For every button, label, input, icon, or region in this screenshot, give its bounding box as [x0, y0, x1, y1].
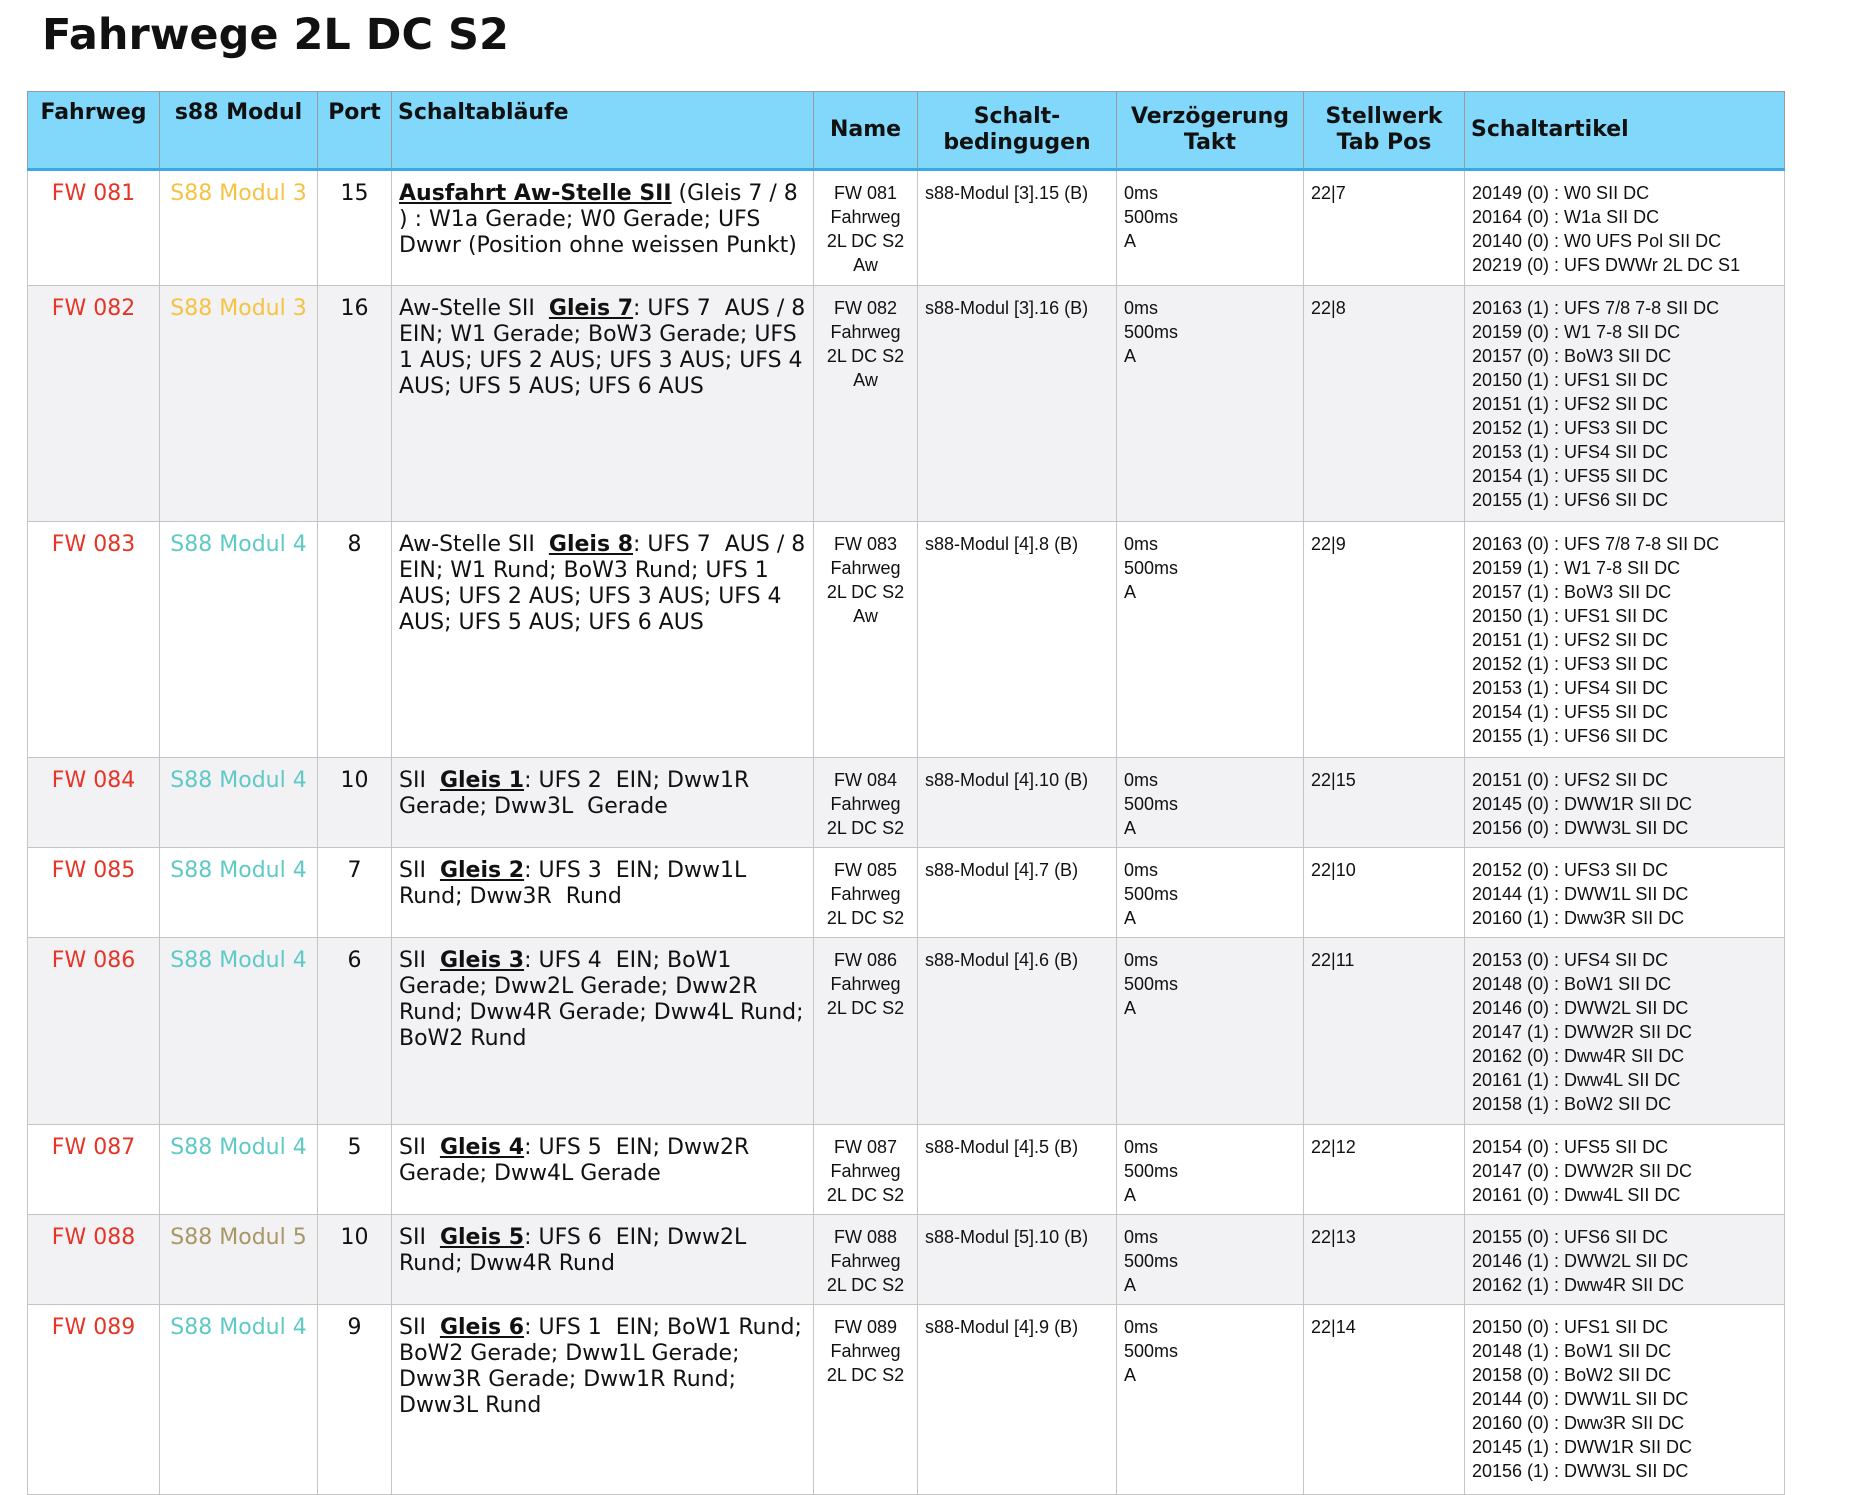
- tab-pos-cell: 22|13: [1304, 1215, 1465, 1305]
- schaltartikel-line: 20147 (0) : DWW2R SII DC: [1472, 1161, 1693, 1181]
- tab-pos-cell: 22|9: [1304, 522, 1465, 758]
- schaltbedingung-cell: s88-Modul [4].8 (B): [918, 522, 1117, 758]
- schaltartikel-line: 20155 (0) : UFS6 SII DC: [1472, 1227, 1669, 1247]
- name-line: Aw: [853, 606, 878, 626]
- schaltartikel-line: 20219 (0) : UFS DWWr 2L DC S1: [1472, 255, 1741, 275]
- schaltablauf-cell: [392, 758, 814, 848]
- verzoegerung-cell: [1117, 170, 1304, 286]
- schaltartikel-line: 20146 (1) : DWW2L SII DC: [1472, 1251, 1689, 1271]
- verzoegerung-cell: [1117, 522, 1304, 758]
- s88-modul-cell: S88 Modul 4: [160, 522, 318, 758]
- schaltablauf-prefix: SII: [399, 768, 440, 793]
- s88-modul-cell: S88 Modul 4: [160, 1305, 318, 1495]
- name-line: FW 085: [833, 860, 898, 880]
- name-cell: [814, 170, 918, 286]
- tab-pos-cell: 22|11: [1304, 938, 1465, 1125]
- schaltartikel-line: 20158 (0) : BoW2 SII DC: [1472, 1365, 1672, 1385]
- schaltartikel-line: 20145 (0) : DWW1R SII DC: [1472, 794, 1693, 814]
- s88-modul-cell: S88 Modul 4: [160, 758, 318, 848]
- name-line: FW 087: [833, 1137, 898, 1157]
- name-cell: [814, 1125, 918, 1215]
- gleis-highlight: Ausfahrt Aw-Stelle SII: [399, 181, 672, 206]
- col-header-stellwerk-line1: Stellwerk: [1325, 104, 1443, 129]
- gleis-highlight: Gleis 3: [439, 948, 525, 973]
- verzoegerung-cell: [1117, 1125, 1304, 1215]
- schaltablauf-prefix: SII: [399, 1315, 440, 1340]
- gleis-highlight: Gleis 5: [439, 1225, 525, 1250]
- schaltbedingung-cell: s88-Modul [4].6 (B): [918, 938, 1117, 1125]
- schaltablauf-cell: [392, 848, 814, 938]
- page-title: Fahrwege 2L DC S2: [42, 10, 509, 60]
- name-line: 2L DC S2: [826, 908, 905, 928]
- tab-pos-cell: 22|8: [1304, 286, 1465, 522]
- table-row[interactable]: [28, 758, 1785, 848]
- fahrweg-cell: FW 089: [28, 1305, 160, 1495]
- schaltartikel-cell: [1465, 758, 1785, 848]
- schaltbedingung-cell: s88-Modul [3].15 (B): [918, 170, 1117, 286]
- schaltablauf-text: : UFS 6 EIN; Dww2L Rund; Dww4R Rund: [399, 1225, 754, 1276]
- name-line: Fahrweg: [830, 322, 901, 342]
- col-header-verzoegerung-line1: Verzögerung: [1130, 104, 1290, 129]
- schaltartikel-line: 20148 (0) : BoW1 SII DC: [1472, 974, 1672, 994]
- table-row[interactable]: [28, 522, 1785, 758]
- schaltartikel-line: 20149 (0) : W0 SII DC: [1472, 183, 1650, 203]
- schaltartikel-line: 20163 (0) : UFS 7/8 7-8 SII DC: [1472, 534, 1720, 554]
- schaltartikel-line: 20153 (0) : UFS4 SII DC: [1472, 950, 1669, 970]
- schaltartikel-line: 20153 (1) : UFS4 SII DC: [1472, 442, 1669, 462]
- name-cell: [814, 286, 918, 522]
- name-line: Fahrweg: [830, 974, 901, 994]
- schaltartikel-cell: [1465, 848, 1785, 938]
- schaltartikel-line: 20151 (1) : UFS2 SII DC: [1472, 394, 1669, 414]
- col-header-port[interactable]: Port: [318, 92, 392, 170]
- gleis-highlight: Gleis 8: [548, 532, 634, 557]
- col-header-fahrweg[interactable]: Fahrweg: [28, 92, 160, 170]
- schaltartikel-line: 20156 (0) : DWW3L SII DC: [1472, 818, 1689, 838]
- gleis-highlight: Gleis 2: [439, 858, 525, 883]
- schaltartikel-line: 20151 (0) : UFS2 SII DC: [1472, 770, 1669, 790]
- name-line: Fahrweg: [830, 884, 901, 904]
- schaltartikel-line: 20147 (1) : DWW2R SII DC: [1472, 1022, 1693, 1042]
- schaltablauf-text: : UFS 1 EIN; BoW1 Rund; BoW2 Gerade; Dww1L Gerade; Dww3R Gerade; Dww1R Rund; Dww3L Rund: [399, 1315, 809, 1418]
- table-row[interactable]: [28, 1215, 1785, 1305]
- port-cell: 7: [318, 848, 392, 938]
- name-line: Fahrweg: [830, 207, 901, 227]
- schaltartikel-line: 20162 (1) : Dww4R SII DC: [1472, 1275, 1685, 1295]
- name-line: FW 089: [833, 1317, 898, 1337]
- takt-line: 0ms: [1124, 950, 1159, 970]
- fahrweg-cell: FW 086: [28, 938, 160, 1125]
- schaltartikel-line: 20144 (0) : DWW1L SII DC: [1472, 1389, 1689, 1409]
- takt-line: 500ms: [1124, 884, 1179, 904]
- name-line: FW 086: [833, 950, 898, 970]
- port-cell: 10: [318, 758, 392, 848]
- schaltablauf-text: : UFS 2 EIN; Dww1R Gerade; Dww3L Gerade: [399, 768, 757, 819]
- schaltablauf-text: : UFS 5 EIN; Dww2R Gerade; Dww4L Gerade: [399, 1135, 757, 1186]
- schaltartikel-cell: [1465, 938, 1785, 1125]
- name-line: Fahrweg: [830, 558, 901, 578]
- takt-line: 500ms: [1124, 322, 1179, 342]
- gleis-highlight: Gleis 7: [548, 296, 634, 321]
- name-line: FW 084: [833, 770, 898, 790]
- tab-pos-cell: 22|14: [1304, 1305, 1465, 1495]
- col-header-artikel[interactable]: Schaltartikel: [1465, 92, 1785, 170]
- port-cell: 16: [318, 286, 392, 522]
- name-line: FW 083: [833, 534, 898, 554]
- name-line: 2L DC S2: [826, 818, 905, 838]
- header-row: [28, 92, 1785, 170]
- takt-line: 0ms: [1124, 860, 1159, 880]
- schaltablauf-prefix: SII: [399, 948, 440, 973]
- name-cell: [814, 522, 918, 758]
- schaltbedingung-cell: s88-Modul [3].16 (B): [918, 286, 1117, 522]
- schaltbedingung-cell: s88-Modul [5].10 (B): [918, 1215, 1117, 1305]
- col-header-name[interactable]: Name: [814, 92, 918, 170]
- schaltartikel-cell: [1465, 170, 1785, 286]
- name-line: Fahrweg: [830, 1251, 901, 1271]
- schaltartikel-line: 20140 (0) : W0 UFS Pol SII DC: [1472, 231, 1722, 251]
- name-cell: [814, 1215, 918, 1305]
- takt-line: 0ms: [1124, 183, 1159, 203]
- port-cell: 9: [318, 1305, 392, 1495]
- schaltartikel-line: 20150 (1) : UFS1 SII DC: [1472, 606, 1669, 626]
- schaltartikel-line: 20151 (1) : UFS2 SII DC: [1472, 630, 1669, 650]
- schaltartikel-cell: [1465, 1215, 1785, 1305]
- schaltartikel-cell: [1465, 1305, 1785, 1495]
- takt-line: 500ms: [1124, 794, 1179, 814]
- table-row[interactable]: [28, 848, 1785, 938]
- schaltbedingung-cell: s88-Modul [4].5 (B): [918, 1125, 1117, 1215]
- schaltablauf-cell: [392, 938, 814, 1125]
- schaltartikel-line: 20157 (1) : BoW3 SII DC: [1472, 582, 1672, 602]
- takt-line: 500ms: [1124, 207, 1179, 227]
- schaltartikel-line: 20146 (0) : DWW2L SII DC: [1472, 998, 1689, 1018]
- schaltartikel-line: 20152 (0) : UFS3 SII DC: [1472, 860, 1669, 880]
- name-line: FW 088: [833, 1227, 898, 1247]
- takt-line: A: [1124, 1275, 1137, 1295]
- takt-line: A: [1124, 908, 1137, 928]
- takt-line: 500ms: [1124, 974, 1179, 994]
- schaltartikel-line: 20145 (1) : DWW1R SII DC: [1472, 1437, 1693, 1457]
- schaltablauf-cell: [392, 522, 814, 758]
- schaltablauf-prefix: SII: [399, 1225, 440, 1250]
- schaltartikel-line: 20152 (1) : UFS3 SII DC: [1472, 654, 1669, 674]
- table-body: [28, 170, 1785, 1495]
- schaltartikel-line: 20158 (1) : BoW2 SII DC: [1472, 1094, 1672, 1114]
- schaltartikel-line: 20150 (0) : UFS1 SII DC: [1472, 1317, 1669, 1337]
- schaltartikel-line: 20154 (0) : UFS5 SII DC: [1472, 1137, 1669, 1157]
- takt-line: A: [1124, 1185, 1137, 1205]
- takt-line: A: [1124, 231, 1137, 251]
- gleis-highlight: Gleis 4: [439, 1135, 525, 1160]
- name-line: 2L DC S2: [826, 1275, 905, 1295]
- schaltartikel-line: 20154 (1) : UFS5 SII DC: [1472, 466, 1669, 486]
- takt-line: 500ms: [1124, 558, 1179, 578]
- port-cell: 15: [318, 170, 392, 286]
- schaltartikel-line: 20155 (1) : UFS6 SII DC: [1472, 726, 1669, 746]
- name-line: Aw: [853, 370, 878, 390]
- schaltartikel-line: 20157 (0) : BoW3 SII DC: [1472, 346, 1672, 366]
- fahrweg-cell: FW 085: [28, 848, 160, 938]
- name-cell: [814, 848, 918, 938]
- takt-line: 0ms: [1124, 1227, 1159, 1247]
- s88-modul-cell: S88 Modul 4: [160, 938, 318, 1125]
- name-cell: [814, 758, 918, 848]
- fahrweg-cell: FW 087: [28, 1125, 160, 1215]
- takt-line: A: [1124, 1365, 1137, 1385]
- name-line: 2L DC S2: [826, 231, 905, 251]
- schaltablauf-cell: [392, 286, 814, 522]
- schaltartikel-line: 20152 (1) : UFS3 SII DC: [1472, 418, 1669, 438]
- schaltartikel-line: 20148 (1) : BoW1 SII DC: [1472, 1341, 1672, 1361]
- schaltablauf-text: (Gleis 7 / 8 ) : W1a Gerade; W0 Gerade; UFS Dwwr (Position ohne weissen Punkt): [399, 181, 805, 258]
- schaltartikel-cell: [1465, 286, 1785, 522]
- verzoegerung-cell: [1117, 848, 1304, 938]
- verzoegerung-cell: [1117, 286, 1304, 522]
- takt-line: 500ms: [1124, 1251, 1179, 1271]
- schaltablauf-text: : UFS 7 AUS / 8 EIN; W1 Gerade; BoW3 Gerade; UFS 1 AUS; UFS 2 AUS; UFS 3 AUS; UFS 4 AUS; UFS 5 AUS; UFS 6 AUS: [399, 296, 813, 399]
- verzoegerung-cell: [1117, 1215, 1304, 1305]
- name-line: 2L DC S2: [826, 1365, 905, 1385]
- gleis-highlight: Gleis 6: [439, 1315, 525, 1340]
- col-header-bedingungen-line2: bedingugen: [943, 130, 1091, 155]
- takt-line: A: [1124, 346, 1137, 366]
- port-cell: 8: [318, 522, 392, 758]
- name-cell: [814, 938, 918, 1125]
- s88-modul-cell: S88 Modul 4: [160, 1125, 318, 1215]
- name-line: Aw: [853, 255, 878, 275]
- schaltbedingung-cell: s88-Modul [4].10 (B): [918, 758, 1117, 848]
- takt-line: A: [1124, 582, 1137, 602]
- port-cell: 10: [318, 1215, 392, 1305]
- schaltablauf-cell: [392, 1215, 814, 1305]
- takt-line: 500ms: [1124, 1161, 1179, 1181]
- verzoegerung-cell: [1117, 1305, 1304, 1495]
- takt-line: 0ms: [1124, 770, 1159, 790]
- name-line: Fahrweg: [830, 1161, 901, 1181]
- schaltbedingung-cell: s88-Modul [4].9 (B): [918, 1305, 1117, 1495]
- fahrweg-cell: FW 081: [28, 170, 160, 286]
- schaltablauf-text: : UFS 4 EIN; BoW1 Gerade; Dww2L Gerade; Dww2R Rund; Dww4R Gerade; Dww4L Rund; BoW2 Rund: [399, 948, 811, 1051]
- tab-pos-cell: 22|12: [1304, 1125, 1465, 1215]
- fahrwege-table: [27, 91, 1785, 1495]
- schaltartikel-line: 20162 (0) : Dww4R SII DC: [1472, 1046, 1685, 1066]
- takt-line: A: [1124, 998, 1137, 1018]
- schaltartikel-line: 20144 (1) : DWW1L SII DC: [1472, 884, 1689, 904]
- takt-line: 0ms: [1124, 1317, 1159, 1337]
- col-header-stellwerk[interactable]: [1304, 92, 1465, 170]
- name-line: 2L DC S2: [826, 346, 905, 366]
- col-header-stellwerk-line2: Tab Pos: [1336, 130, 1432, 155]
- name-line: Fahrweg: [830, 794, 901, 814]
- schaltartikel-line: 20154 (1) : UFS5 SII DC: [1472, 702, 1669, 722]
- col-header-modul[interactable]: s88 Modul: [160, 92, 318, 170]
- table-row[interactable]: [28, 1125, 1785, 1215]
- schaltartikel-line: 20160 (1) : Dww3R SII DC: [1472, 908, 1685, 928]
- schaltartikel-line: 20159 (0) : W1 7-8 SII DC: [1472, 322, 1681, 342]
- s88-modul-cell: S88 Modul 4: [160, 848, 318, 938]
- name-cell: [814, 1305, 918, 1495]
- col-header-bedingungen-line1: Schalt-: [973, 104, 1061, 129]
- schaltablauf-prefix: Aw-Stelle SII: [399, 532, 549, 557]
- schaltartikel-line: 20164 (0) : W1a SII DC: [1472, 207, 1660, 227]
- gleis-highlight: Gleis 1: [439, 768, 525, 793]
- table-row[interactable]: [28, 286, 1785, 522]
- name-line: 2L DC S2: [826, 998, 905, 1018]
- fahrweg-cell: FW 088: [28, 1215, 160, 1305]
- takt-line: 0ms: [1124, 534, 1159, 554]
- schaltartikel-line: 20155 (1) : UFS6 SII DC: [1472, 490, 1669, 510]
- s88-modul-cell: S88 Modul 5: [160, 1215, 318, 1305]
- tab-pos-cell: 22|10: [1304, 848, 1465, 938]
- schaltartikel-line: 20161 (1) : Dww4L SII DC: [1472, 1070, 1681, 1090]
- name-line: 2L DC S2: [826, 582, 905, 602]
- col-header-verzoegerung-line2: Takt: [1183, 130, 1237, 155]
- schaltartikel-cell: [1465, 1125, 1785, 1215]
- port-cell: 6: [318, 938, 392, 1125]
- tab-pos-cell: 22|15: [1304, 758, 1465, 848]
- schaltartikel-line: 20163 (1) : UFS 7/8 7-8 SII DC: [1472, 298, 1720, 318]
- table-row[interactable]: [28, 938, 1785, 1125]
- takt-line: 0ms: [1124, 298, 1159, 318]
- name-line: FW 082: [833, 298, 898, 318]
- table-row[interactable]: [28, 170, 1785, 286]
- schaltablauf-prefix: SII: [399, 1135, 440, 1160]
- takt-line: A: [1124, 818, 1137, 838]
- port-cell: 5: [318, 1125, 392, 1215]
- s88-modul-cell: S88 Modul 3: [160, 286, 318, 522]
- fahrweg-cell: FW 082: [28, 286, 160, 522]
- schaltartikel-line: 20153 (1) : UFS4 SII DC: [1472, 678, 1669, 698]
- col-header-ablaeufe[interactable]: Schaltabläufe: [392, 92, 814, 170]
- s88-modul-cell: S88 Modul 3: [160, 170, 318, 286]
- table-row[interactable]: [28, 1305, 1785, 1495]
- schaltbedingung-cell: s88-Modul [4].7 (B): [918, 848, 1117, 938]
- schaltablauf-text: : UFS 7 AUS / 8 EIN; W1 Rund; BoW3 Rund; UFS 1 AUS; UFS 2 AUS; UFS 3 AUS; UFS 4 AUS; UFS 5 AUS; UFS 6 AUS: [399, 532, 813, 635]
- schaltablauf-prefix: Aw-Stelle SII: [399, 296, 549, 321]
- schaltablauf-cell: [392, 170, 814, 286]
- schaltartikel-line: 20161 (0) : Dww4L SII DC: [1472, 1185, 1681, 1205]
- col-header-verzoegerung[interactable]: [1117, 92, 1304, 170]
- takt-line: 0ms: [1124, 1137, 1159, 1157]
- verzoegerung-cell: [1117, 758, 1304, 848]
- col-header-bedingungen[interactable]: [918, 92, 1117, 170]
- schaltartikel-line: 20150 (1) : UFS1 SII DC: [1472, 370, 1669, 390]
- schaltablauf-cell: [392, 1305, 814, 1495]
- fahrweg-cell: FW 083: [28, 522, 160, 758]
- schaltartikel-line: 20159 (1) : W1 7-8 SII DC: [1472, 558, 1681, 578]
- verzoegerung-cell: [1117, 938, 1304, 1125]
- schaltablauf-text: : UFS 3 EIN; Dww1L Rund; Dww3R Rund: [399, 858, 754, 909]
- takt-line: 500ms: [1124, 1341, 1179, 1361]
- schaltartikel-line: 20160 (0) : Dww3R SII DC: [1472, 1413, 1685, 1433]
- schaltartikel-cell: [1465, 522, 1785, 758]
- schaltablauf-cell: [392, 1125, 814, 1215]
- fahrweg-cell: FW 084: [28, 758, 160, 848]
- name-line: Fahrweg: [830, 1341, 901, 1361]
- tab-pos-cell: 22|7: [1304, 170, 1465, 286]
- schaltartikel-line: 20156 (1) : DWW3L SII DC: [1472, 1461, 1689, 1481]
- name-line: 2L DC S2: [826, 1185, 905, 1205]
- schaltablauf-prefix: SII: [399, 858, 440, 883]
- name-line: FW 081: [833, 183, 898, 203]
